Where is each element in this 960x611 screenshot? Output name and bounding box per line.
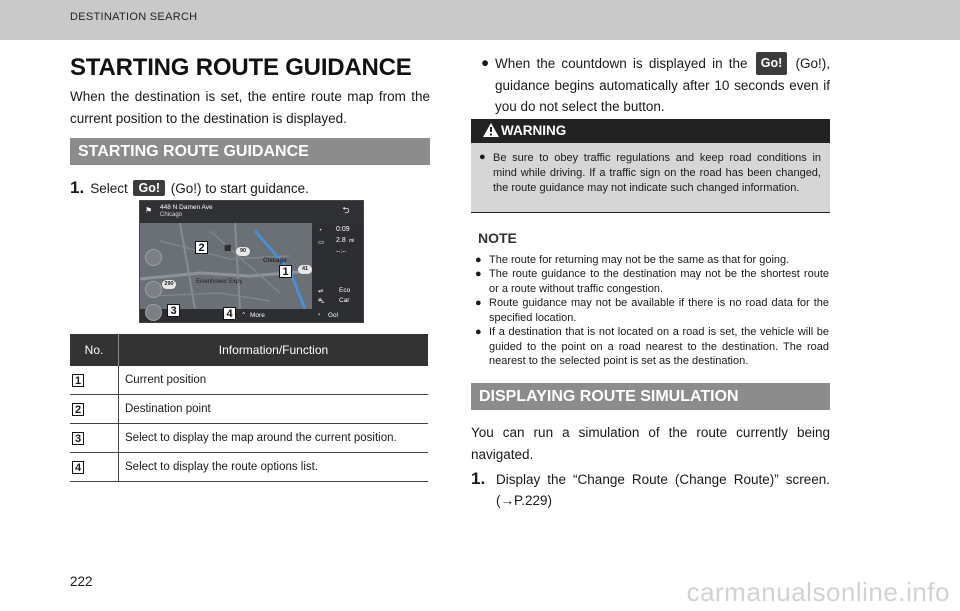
warning-box bbox=[471, 143, 830, 213]
countdown-bullet bbox=[481, 52, 830, 117]
callout-3: 3 bbox=[167, 304, 180, 317]
note-item bbox=[475, 296, 829, 325]
page-title: STARTING ROUTE GUIDANCE bbox=[70, 54, 412, 81]
map-road-label: Eisenhower Expy bbox=[196, 279, 243, 285]
note-text: If a destination that is not located on a road is set, the vehicle will be guided to the point on a road nearest to the destination. The road nearest to the selected point is set as the destination. bbox=[489, 326, 829, 367]
distance-icon: ▭ bbox=[318, 239, 325, 246]
route-eta: --:-- bbox=[336, 248, 347, 255]
bullet-dot: ● bbox=[479, 151, 486, 163]
flag-icon: ⚑ bbox=[145, 206, 153, 215]
back-icon[interactable]: ⮌ bbox=[342, 205, 350, 215]
route-time: 0:09 bbox=[336, 226, 350, 233]
row-number: 4 bbox=[72, 461, 84, 474]
bullet-text-post: (Go!), guidance begins automatically after 10 seconds even if you do not select the button. bbox=[495, 56, 830, 114]
row-text: Select to display the route options list. bbox=[119, 453, 429, 482]
clock-icon: ◔ bbox=[318, 227, 322, 234]
go-button-icon: Go! bbox=[756, 52, 788, 75]
bullet-dot: ● bbox=[481, 55, 490, 70]
note-item bbox=[475, 267, 829, 296]
intro-paragraph: When the destination is set, the entire route map from the current position to the destination is displayed. bbox=[70, 89, 430, 126]
car-label[interactable]: Car bbox=[339, 297, 350, 304]
note-text: Route guidance may not be available if there is no road data for the specified location. bbox=[489, 297, 829, 324]
bullet-dot: ● bbox=[475, 326, 482, 338]
eco-route-icon: ⇌ bbox=[318, 288, 324, 295]
bullet-dot: ● bbox=[475, 297, 482, 309]
highway-41-shield: 41 bbox=[298, 265, 312, 274]
warning-text: Be sure to obey traffic regulations and keep road conditions in mind while driving. If a traffic sign on the road has been changed, the route guidance may not indicate such changed information. bbox=[493, 152, 821, 194]
callout-4: 4 bbox=[223, 307, 236, 320]
go-button-icon: Go! bbox=[133, 180, 165, 196]
warning-icon bbox=[483, 123, 499, 137]
note-text: The route for returning may not be the same as that for going. bbox=[489, 254, 790, 266]
step-number: 1. bbox=[70, 178, 85, 197]
more-button[interactable]: More bbox=[250, 312, 265, 319]
row-text: Destination point bbox=[119, 395, 429, 424]
watermark: carmanualsonline.info bbox=[686, 577, 950, 607]
route-distance: 2.8 bbox=[336, 237, 346, 244]
step-number: 1. bbox=[471, 469, 486, 488]
address-line-1: 448 N Damen Ave bbox=[160, 204, 213, 211]
zoom-in-button[interactable] bbox=[145, 249, 162, 266]
table-row bbox=[70, 395, 428, 424]
section-heading-route-guidance: STARTING ROUTE GUIDANCE bbox=[70, 138, 430, 165]
table-header-no: No. bbox=[70, 334, 119, 366]
zoom-out-button[interactable] bbox=[145, 281, 162, 298]
distance-unit: mi bbox=[349, 238, 355, 244]
table-row bbox=[70, 424, 428, 453]
current-position-button[interactable] bbox=[145, 304, 162, 321]
row-number: 1 bbox=[72, 374, 84, 387]
note-item bbox=[475, 325, 829, 369]
chevron-right-icon: › bbox=[318, 311, 321, 318]
step-text: Display the “Change Route (Change Route)” screen. (→P.229) bbox=[496, 472, 830, 508]
header-bar bbox=[0, 0, 960, 40]
row-number: 2 bbox=[72, 403, 84, 416]
destination-flag-icon: ▦ bbox=[224, 243, 232, 252]
warning-header bbox=[471, 119, 830, 143]
note-text: The route guidance to the destination may not be the shortest route or a route without traffic congestion. bbox=[489, 268, 829, 295]
callout-2: 2 bbox=[195, 241, 208, 254]
step-text-pre: Select bbox=[90, 181, 128, 196]
table-header-info: Information/Function bbox=[119, 334, 429, 366]
note-item bbox=[475, 253, 829, 268]
row-text: Current position bbox=[119, 366, 429, 395]
page-number: 222 bbox=[70, 574, 93, 589]
section-header: DESTINATION SEARCH bbox=[70, 11, 198, 23]
callout-1: 1 bbox=[279, 265, 292, 278]
chevron-up-icon: ⌃ bbox=[241, 312, 247, 319]
simulation-intro: You can run a simulation of the route currently being navigated. bbox=[471, 425, 830, 462]
step-1 bbox=[70, 178, 309, 198]
bullet-text-pre: When the countdown is displayed in the bbox=[495, 56, 748, 71]
highway-290-shield: 290 bbox=[162, 280, 176, 289]
go-button[interactable]: Go! bbox=[328, 312, 339, 319]
warning-title: WARNING bbox=[501, 123, 567, 138]
table-row bbox=[70, 366, 428, 395]
row-number: 3 bbox=[72, 432, 84, 445]
row-text: Select to display the map around the current position. bbox=[119, 424, 429, 453]
address-line-2: Chicago bbox=[160, 212, 183, 218]
table-row bbox=[70, 453, 428, 482]
car-icon: ⛍ bbox=[318, 298, 325, 305]
bullet-dot: ● bbox=[475, 268, 482, 280]
info-table bbox=[70, 334, 428, 482]
eco-label[interactable]: Eco bbox=[339, 287, 351, 294]
highway-90-shield: 90 bbox=[236, 247, 250, 256]
step-text-post: (Go!) to start guidance. bbox=[170, 181, 309, 196]
note-title: NOTE bbox=[478, 230, 517, 246]
bullet-dot: ● bbox=[475, 254, 482, 266]
section-heading-route-simulation: DISPLAYING ROUTE SIMULATION bbox=[471, 383, 830, 410]
map-city-label: Chicago bbox=[263, 258, 287, 264]
